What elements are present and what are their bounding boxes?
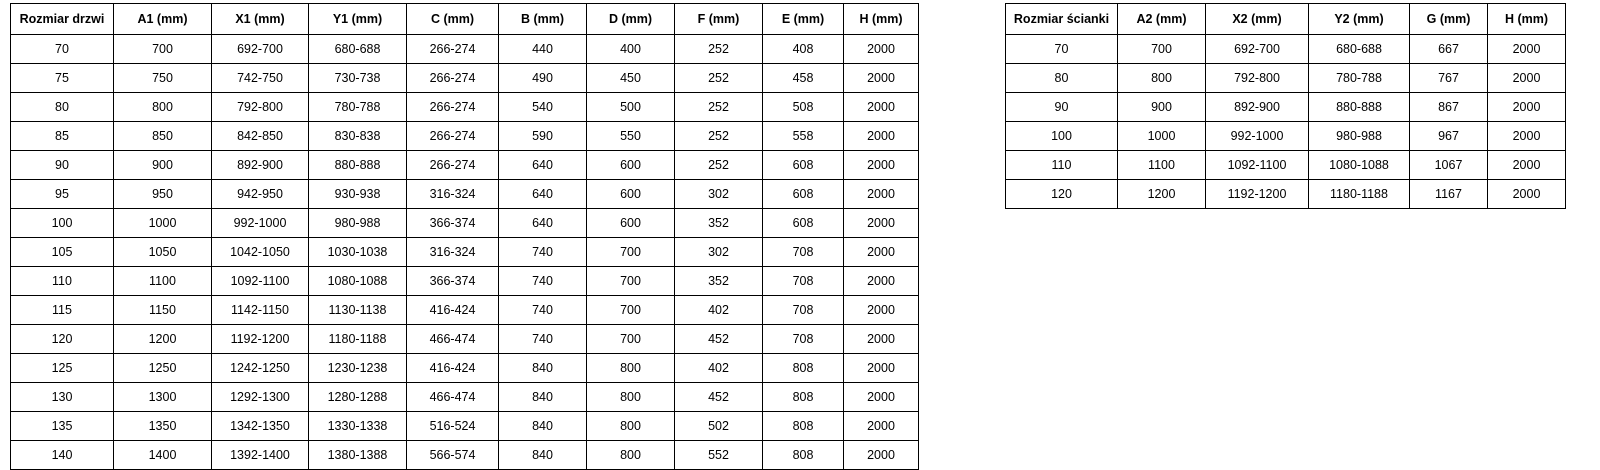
cell: 1180-1188 — [1309, 180, 1410, 209]
cell: 2000 — [1488, 122, 1566, 151]
table-row — [11, 325, 919, 354]
cell: 1150 — [114, 296, 212, 325]
cell: 466-474 — [407, 325, 499, 354]
cell: 840 — [499, 354, 587, 383]
cell: 700 — [587, 325, 675, 354]
wall-table-header — [1006, 4, 1566, 35]
table-row — [11, 151, 919, 180]
cell: 2000 — [1488, 64, 1566, 93]
cell: 352 — [675, 267, 763, 296]
cell: 80 — [11, 93, 114, 122]
cell: 590 — [499, 122, 587, 151]
cell: 830-838 — [309, 122, 407, 151]
cell: 1342-1350 — [212, 412, 309, 441]
cell: 1092-1100 — [212, 267, 309, 296]
cell: 708 — [763, 296, 844, 325]
cell: 130 — [11, 383, 114, 412]
cell: 1192-1200 — [1206, 180, 1309, 209]
cell: 900 — [1118, 93, 1206, 122]
cell: 266-274 — [407, 93, 499, 122]
cell: 2000 — [844, 267, 919, 296]
cell: 105 — [11, 238, 114, 267]
cell: 316-324 — [407, 180, 499, 209]
cell: 992-1000 — [212, 209, 309, 238]
cell: 2000 — [844, 64, 919, 93]
cell: 1080-1088 — [309, 267, 407, 296]
table-row — [11, 412, 919, 441]
cell: 558 — [763, 122, 844, 151]
cell: 408 — [763, 35, 844, 64]
cell: 1167 — [1410, 180, 1488, 209]
cell: 450 — [587, 64, 675, 93]
cell: 980-988 — [1309, 122, 1410, 151]
cell: 1000 — [1118, 122, 1206, 151]
cell: 440 — [499, 35, 587, 64]
cell: 867 — [1410, 93, 1488, 122]
cell: 1100 — [114, 267, 212, 296]
wall-dimensions-table-container — [1005, 3, 1565, 209]
cell: 800 — [587, 383, 675, 412]
cell: 2000 — [844, 122, 919, 151]
doors-dimensions-table — [10, 3, 919, 470]
cell: 1300 — [114, 383, 212, 412]
cell: 302 — [675, 238, 763, 267]
cell: 1142-1150 — [212, 296, 309, 325]
table-row — [1006, 180, 1566, 209]
cell: 1350 — [114, 412, 212, 441]
cell: 700 — [587, 238, 675, 267]
cell: 1230-1238 — [309, 354, 407, 383]
cell: 400 — [587, 35, 675, 64]
cell: 680-688 — [309, 35, 407, 64]
cell: 70 — [1006, 35, 1118, 64]
table-header-row — [1006, 4, 1566, 35]
table-row — [11, 180, 919, 209]
cell: 366-374 — [407, 209, 499, 238]
cell: 252 — [675, 122, 763, 151]
cell: 516-524 — [407, 412, 499, 441]
cell: 850 — [114, 122, 212, 151]
cell: 466-474 — [407, 383, 499, 412]
column-header-a2: A2 (mm) — [1118, 4, 1206, 35]
column-header-rozmiar-scianki: Rozmiar ścianki — [1006, 4, 1118, 35]
cell: 352 — [675, 209, 763, 238]
column-header-y2: Y2 (mm) — [1309, 4, 1410, 35]
table-row — [11, 209, 919, 238]
cell: 700 — [114, 35, 212, 64]
column-header-g: G (mm) — [1410, 4, 1488, 35]
table-row — [11, 296, 919, 325]
cell: 800 — [114, 93, 212, 122]
table-row — [11, 64, 919, 93]
table-header-row — [11, 4, 919, 35]
table-row — [11, 441, 919, 470]
table-row — [1006, 35, 1566, 64]
cell: 800 — [587, 354, 675, 383]
cell: 266-274 — [407, 122, 499, 151]
cell: 700 — [1118, 35, 1206, 64]
column-header-y1: Y1 (mm) — [309, 4, 407, 35]
cell: 252 — [675, 35, 763, 64]
cell: 2000 — [844, 296, 919, 325]
cell: 800 — [587, 441, 675, 470]
table-row — [1006, 64, 1566, 93]
column-header-b: B (mm) — [499, 4, 587, 35]
cell: 500 — [587, 93, 675, 122]
cell: 2000 — [844, 35, 919, 64]
cell: 508 — [763, 93, 844, 122]
cell: 110 — [11, 267, 114, 296]
cell: 2000 — [844, 354, 919, 383]
cell: 1250 — [114, 354, 212, 383]
cell: 767 — [1410, 64, 1488, 93]
cell: 1200 — [1118, 180, 1206, 209]
cell: 900 — [114, 151, 212, 180]
cell: 708 — [763, 238, 844, 267]
cell: 115 — [11, 296, 114, 325]
cell: 608 — [763, 209, 844, 238]
cell: 992-1000 — [1206, 122, 1309, 151]
cell: 880-888 — [1309, 93, 1410, 122]
cell: 2000 — [1488, 93, 1566, 122]
table-row — [11, 383, 919, 412]
cell: 1180-1188 — [309, 325, 407, 354]
cell: 266-274 — [407, 151, 499, 180]
cell: 110 — [1006, 151, 1118, 180]
cell: 1392-1400 — [212, 441, 309, 470]
cell: 1400 — [114, 441, 212, 470]
table-row — [11, 238, 919, 267]
cell: 808 — [763, 383, 844, 412]
cell: 740 — [499, 296, 587, 325]
cell: 416-424 — [407, 354, 499, 383]
cell: 740 — [499, 267, 587, 296]
cell: 1080-1088 — [1309, 151, 1410, 180]
cell: 1050 — [114, 238, 212, 267]
cell: 950 — [114, 180, 212, 209]
table-row — [11, 267, 919, 296]
cell: 942-950 — [212, 180, 309, 209]
cell: 402 — [675, 296, 763, 325]
column-header-a1: A1 (mm) — [114, 4, 212, 35]
wall-table-body — [1006, 35, 1566, 209]
cell: 566-574 — [407, 441, 499, 470]
cell: 750 — [114, 64, 212, 93]
cell: 120 — [1006, 180, 1118, 209]
cell: 700 — [587, 296, 675, 325]
cell: 552 — [675, 441, 763, 470]
cell: 366-374 — [407, 267, 499, 296]
cell: 700 — [587, 267, 675, 296]
cell: 2000 — [844, 151, 919, 180]
cell: 1030-1038 — [309, 238, 407, 267]
cell: 708 — [763, 267, 844, 296]
cell: 1280-1288 — [309, 383, 407, 412]
cell: 85 — [11, 122, 114, 151]
cell: 252 — [675, 93, 763, 122]
cell: 1242-1250 — [212, 354, 309, 383]
cell: 1042-1050 — [212, 238, 309, 267]
cell: 600 — [587, 180, 675, 209]
column-header-c: C (mm) — [407, 4, 499, 35]
cell: 608 — [763, 180, 844, 209]
cell: 692-700 — [212, 35, 309, 64]
cell: 600 — [587, 209, 675, 238]
table-row — [1006, 151, 1566, 180]
cell: 1380-1388 — [309, 441, 407, 470]
cell: 967 — [1410, 122, 1488, 151]
column-header-x1: X1 (mm) — [212, 4, 309, 35]
doors-dimensions-table-container — [10, 3, 918, 470]
cell: 808 — [763, 412, 844, 441]
cell: 740 — [499, 325, 587, 354]
cell: 266-274 — [407, 35, 499, 64]
cell: 75 — [11, 64, 114, 93]
cell: 600 — [587, 151, 675, 180]
cell: 608 — [763, 151, 844, 180]
table-row — [1006, 122, 1566, 151]
cell: 540 — [499, 93, 587, 122]
cell: 266-274 — [407, 64, 499, 93]
cell: 2000 — [844, 180, 919, 209]
cell: 140 — [11, 441, 114, 470]
cell: 640 — [499, 180, 587, 209]
cell: 1092-1100 — [1206, 151, 1309, 180]
cell: 550 — [587, 122, 675, 151]
cell: 840 — [499, 412, 587, 441]
cell: 1330-1338 — [309, 412, 407, 441]
column-header-f: F (mm) — [675, 4, 763, 35]
cell: 780-788 — [1309, 64, 1410, 93]
cell: 1130-1138 — [309, 296, 407, 325]
cell: 2000 — [844, 325, 919, 354]
cell: 840 — [499, 383, 587, 412]
column-header-h: H (mm) — [844, 4, 919, 35]
cell: 930-938 — [309, 180, 407, 209]
cell: 692-700 — [1206, 35, 1309, 64]
cell: 502 — [675, 412, 763, 441]
cell: 416-424 — [407, 296, 499, 325]
column-header-rozmiar-drzwi: Rozmiar drzwi — [11, 4, 114, 35]
cell: 252 — [675, 64, 763, 93]
cell: 1067 — [1410, 151, 1488, 180]
cell: 792-800 — [1206, 64, 1309, 93]
table-row — [11, 93, 919, 122]
cell: 840 — [499, 441, 587, 470]
cell: 2000 — [1488, 180, 1566, 209]
cell: 135 — [11, 412, 114, 441]
cell: 800 — [1118, 64, 1206, 93]
table-row — [11, 35, 919, 64]
column-header-d: D (mm) — [587, 4, 675, 35]
cell: 70 — [11, 35, 114, 64]
cell: 90 — [11, 151, 114, 180]
cell: 100 — [11, 209, 114, 238]
doors-table-body — [11, 35, 919, 470]
cell: 95 — [11, 180, 114, 209]
cell: 742-750 — [212, 64, 309, 93]
cell: 302 — [675, 180, 763, 209]
cell: 452 — [675, 325, 763, 354]
table-row — [11, 354, 919, 383]
cell: 892-900 — [212, 151, 309, 180]
cell: 125 — [11, 354, 114, 383]
wall-dimensions-table — [1005, 3, 1566, 209]
column-header-x2: X2 (mm) — [1206, 4, 1309, 35]
cell: 120 — [11, 325, 114, 354]
cell: 1100 — [1118, 151, 1206, 180]
cell: 640 — [499, 151, 587, 180]
cell: 842-850 — [212, 122, 309, 151]
cell: 980-988 — [309, 209, 407, 238]
cell: 808 — [763, 354, 844, 383]
cell: 2000 — [844, 238, 919, 267]
cell: 880-888 — [309, 151, 407, 180]
cell: 2000 — [1488, 151, 1566, 180]
cell: 458 — [763, 64, 844, 93]
cell: 2000 — [844, 383, 919, 412]
cell: 1200 — [114, 325, 212, 354]
cell: 452 — [675, 383, 763, 412]
cell: 90 — [1006, 93, 1118, 122]
cell: 490 — [499, 64, 587, 93]
cell: 402 — [675, 354, 763, 383]
cell: 680-688 — [1309, 35, 1410, 64]
cell: 640 — [499, 209, 587, 238]
table-row — [1006, 93, 1566, 122]
cell: 800 — [587, 412, 675, 441]
cell: 708 — [763, 325, 844, 354]
cell: 792-800 — [212, 93, 309, 122]
cell: 667 — [1410, 35, 1488, 64]
cell: 780-788 — [309, 93, 407, 122]
cell: 1292-1300 — [212, 383, 309, 412]
cell: 892-900 — [1206, 93, 1309, 122]
cell: 2000 — [844, 93, 919, 122]
cell: 2000 — [844, 441, 919, 470]
cell: 2000 — [1488, 35, 1566, 64]
cell: 2000 — [844, 209, 919, 238]
cell: 1000 — [114, 209, 212, 238]
cell: 80 — [1006, 64, 1118, 93]
cell: 730-738 — [309, 64, 407, 93]
cell: 100 — [1006, 122, 1118, 151]
cell: 740 — [499, 238, 587, 267]
cell: 252 — [675, 151, 763, 180]
table-row — [11, 122, 919, 151]
cell: 1192-1200 — [212, 325, 309, 354]
cell: 2000 — [844, 412, 919, 441]
doors-table-header — [11, 4, 919, 35]
cell: 808 — [763, 441, 844, 470]
cell: 316-324 — [407, 238, 499, 267]
column-header-e: E (mm) — [763, 4, 844, 35]
column-header-h: H (mm) — [1488, 4, 1566, 35]
